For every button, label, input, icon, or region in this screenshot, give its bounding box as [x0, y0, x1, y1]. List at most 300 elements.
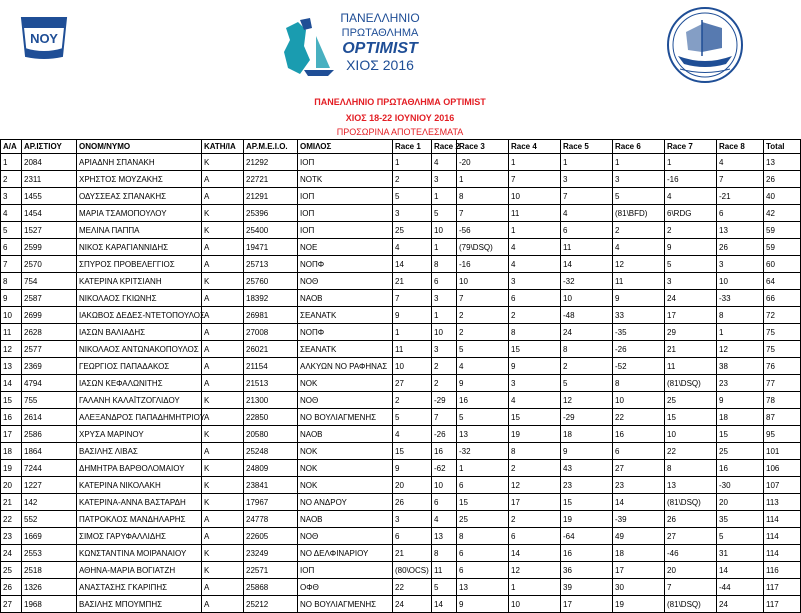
table-cell: Α [202, 324, 244, 341]
table-cell: 2570 [22, 256, 77, 273]
table-cell: 2084 [22, 154, 77, 171]
table-cell: ΝΟ ΒΟΥΛΙΑΓΜΕΝΗΣ [298, 596, 393, 613]
table-cell: 8 [509, 324, 561, 341]
table-cell: 22 [393, 579, 432, 596]
table-row [1, 154, 801, 171]
table-cell: 18392 [244, 290, 298, 307]
table-cell: 22721 [244, 171, 298, 188]
table-cell: 12 [561, 392, 613, 409]
table-cell: Α [202, 290, 244, 307]
table-cell: ΑΛΕΞΑΝΔΡΟΣ ΠΑΠΑΔΗΜΗΤΡΙΟΥ [77, 409, 202, 426]
table-cell: 8 [432, 256, 457, 273]
table-cell: 95 [764, 426, 801, 443]
table-cell: 3 [509, 273, 561, 290]
table-cell: -20 [457, 154, 509, 171]
table-cell: ΑΛΚΥΩΝ ΝΟ ΡΑΦΗΝΑΣ [298, 358, 393, 375]
table-cell: 39 [561, 579, 613, 596]
table-cell: 10 [457, 273, 509, 290]
table-cell: 6 [509, 290, 561, 307]
table-row [1, 290, 801, 307]
table-cell: ΚΑΤΕΡΙΝΑ ΚΡΙΤΣΙΑΝΗ [77, 273, 202, 290]
table-cell: 11 [665, 358, 717, 375]
table-cell: Α [202, 528, 244, 545]
table-cell: -56 [457, 222, 509, 239]
table-cell: 5 [613, 188, 665, 205]
table-cell: 10 [665, 426, 717, 443]
table-cell: 10 [432, 477, 457, 494]
table-cell: ΙΟΠ [298, 188, 393, 205]
table-cell: 4 [561, 205, 613, 222]
table-cell: 1 [509, 579, 561, 596]
table-cell: -30 [717, 477, 764, 494]
column-header: Total [764, 140, 801, 154]
table-cell: 24778 [244, 511, 298, 528]
table-cell: ΚΑΤΕΡΙΝΑ ΝΙΚΟΛΑΚΗ [77, 477, 202, 494]
table-cell: ΣΙΜΟΣ ΓΑΡΥΦΑΛΛΙΔΗΣ [77, 528, 202, 545]
table-cell: Κ [202, 494, 244, 511]
table-cell: 23841 [244, 477, 298, 494]
table-cell: -16 [457, 256, 509, 273]
table-cell: 16 [432, 443, 457, 460]
table-cell: 1 [665, 154, 717, 171]
table-cell: ΙΟΠ [298, 222, 393, 239]
table-cell: 1 [509, 222, 561, 239]
table-cell: 27 [393, 375, 432, 392]
table-cell: 1 [717, 324, 764, 341]
table-cell: ΙΑΚΩΒΟΣ ΔΕΔΕΣ-ΝΤΕΤΟΠΟΥΛΟΣ [77, 307, 202, 324]
table-cell: 17 [561, 596, 613, 613]
table-cell: 13 [432, 528, 457, 545]
table-cell: 21 [393, 545, 432, 562]
results-table [0, 139, 801, 613]
table-cell: 8 [613, 375, 665, 392]
table-cell: 14 [561, 256, 613, 273]
table-cell: 16 [717, 460, 764, 477]
table-cell: 21292 [244, 154, 298, 171]
table-cell: 3 [393, 511, 432, 528]
header-row [1, 140, 801, 154]
table-cell: ΝΟΚ [298, 443, 393, 460]
table-cell: ΙΟΠ [298, 562, 393, 579]
event-dates: ΧΙΟΣ 18-22 ΙΟΥΝΙΟΥ 2016 [345, 113, 455, 123]
table-cell: 9 [665, 239, 717, 256]
table-cell: 11 [393, 341, 432, 358]
table-cell: 40 [764, 188, 801, 205]
table-cell: 1 [509, 154, 561, 171]
table-cell: 15 [717, 426, 764, 443]
ship-seal-logo [664, 6, 746, 84]
table-cell: ΝΟ ΑΝΔΡΟΥ [298, 494, 393, 511]
table-cell: 1326 [22, 579, 77, 596]
table-cell: 25 [1, 562, 22, 579]
table-cell: 10 [613, 392, 665, 409]
table-cell: ΑΘΗΝΑ-ΜΑΡΙΑ ΒΟΓΙΑΤΖΗ [77, 562, 202, 579]
table-cell: ΧΡΥΣΑ ΜΑΡΙΝΟΥ [77, 426, 202, 443]
column-header: ΑΡ.Μ.Ε.Ι.Ο. [244, 140, 298, 154]
table-cell: 4 [717, 154, 764, 171]
table-row [1, 477, 801, 494]
table-cell: Α [202, 256, 244, 273]
table-cell: 11 [432, 562, 457, 579]
table-cell: 21154 [244, 358, 298, 375]
table-cell: 11 [1, 324, 22, 341]
table-cell: 24 [393, 596, 432, 613]
table-cell: 2599 [22, 239, 77, 256]
table-cell: 22 [665, 443, 717, 460]
championship-logo [276, 6, 424, 86]
club-flag-logo [18, 12, 70, 64]
table-cell: ΒΑΣΙΛΗΣ ΛΙΒΑΣ [77, 443, 202, 460]
table-cell: 2 [509, 511, 561, 528]
table-cell: -32 [457, 443, 509, 460]
table-cell: 24809 [244, 460, 298, 477]
table-row [1, 443, 801, 460]
table-cell: 6 [457, 562, 509, 579]
table-row [1, 239, 801, 256]
table-cell: 5 [561, 375, 613, 392]
table-row [1, 341, 801, 358]
table-cell: ΝΟΠΦ [298, 256, 393, 273]
table-cell: ΝΟΘ [298, 273, 393, 290]
column-header: ΟΝΟΜ/ΝΥΜΟ [77, 140, 202, 154]
table-cell: 2586 [22, 426, 77, 443]
table-cell: 2 [457, 324, 509, 341]
table-cell: 4 [665, 188, 717, 205]
table-cell: ΝΟΕ [298, 239, 393, 256]
table-cell: 25 [717, 443, 764, 460]
table-cell: 22 [613, 409, 665, 426]
table-cell: ΠΑΤΡΟΚΛΟΣ ΜΑΝΔΗΛΑΡΗΣ [77, 511, 202, 528]
table-cell: 19 [1, 460, 22, 477]
table-row [1, 409, 801, 426]
table-cell: 42 [764, 205, 801, 222]
table-cell: 2699 [22, 307, 77, 324]
table-cell: ΚΑΤΕΡΙΝΑ-ΑΝΝΑ ΒΑΣΤΑΡΔΗ [77, 494, 202, 511]
table-cell: 15 [509, 409, 561, 426]
table-cell: 17 [613, 562, 665, 579]
table-cell: 7 [393, 290, 432, 307]
table-cell: 5 [1, 222, 22, 239]
table-cell: -64 [561, 528, 613, 545]
table-cell: 60 [764, 256, 801, 273]
table-cell: Κ [202, 392, 244, 409]
table-cell: 2 [457, 307, 509, 324]
table-cell: 754 [22, 273, 77, 290]
table-cell: 1864 [22, 443, 77, 460]
table-cell: -52 [613, 358, 665, 375]
table-cell: (81\DSQ) [665, 494, 717, 511]
table-cell: -62 [432, 460, 457, 477]
table-cell: ΔΗΜΗΤΡΑ ΒΑΡΘΟΛΟΜΑΙΟΥ [77, 460, 202, 477]
table-cell: 25248 [244, 443, 298, 460]
table-cell: 6\RDG [665, 205, 717, 222]
table-cell: 1 [432, 188, 457, 205]
table-cell: 6 [432, 273, 457, 290]
table-cell: 26981 [244, 307, 298, 324]
table-cell: Α [202, 341, 244, 358]
table-cell: 43 [561, 460, 613, 477]
table-cell: 3 [561, 171, 613, 188]
table-cell: 10 [561, 290, 613, 307]
table-cell: (81\BFD) [613, 205, 665, 222]
table-cell: 2 [665, 222, 717, 239]
table-cell: 2 [613, 222, 665, 239]
table-cell: 10 [509, 596, 561, 613]
table-cell: 6 [561, 222, 613, 239]
table-cell: 5 [432, 205, 457, 222]
table-cell: (81\DSQ) [665, 375, 717, 392]
table-cell: 25868 [244, 579, 298, 596]
table-cell: 17 [1, 426, 22, 443]
table-cell: 72 [764, 307, 801, 324]
table-cell: 6 [509, 528, 561, 545]
table-row [1, 358, 801, 375]
table-cell: 2 [432, 375, 457, 392]
table-row [1, 545, 801, 562]
table-cell: 23 [1, 528, 22, 545]
table-cell: 59 [764, 222, 801, 239]
table-cell: -21 [717, 188, 764, 205]
table-cell: 2518 [22, 562, 77, 579]
table-cell: ΝΟ ΒΟΥΛΙΑΓΜΕΝΗΣ [298, 409, 393, 426]
table-cell: -16 [665, 171, 717, 188]
table-cell: 1 [561, 154, 613, 171]
table-cell: 24 [1, 545, 22, 562]
table-row [1, 205, 801, 222]
table-cell: -39 [613, 511, 665, 528]
table-cell: 25 [393, 222, 432, 239]
table-cell: ΣΕΑΝΑΤΚ [298, 307, 393, 324]
table-cell: Α [202, 375, 244, 392]
table-cell: 9 [457, 596, 509, 613]
table-cell: -29 [432, 392, 457, 409]
table-cell: 1 [613, 154, 665, 171]
table-cell: ΟΔΥΣΣΕΑΣ ΣΠΑΝΑΚΗΣ [77, 188, 202, 205]
table-cell: 552 [22, 511, 77, 528]
table-cell: 17967 [244, 494, 298, 511]
logo-line3: OPTIMIST [342, 40, 418, 57]
table-cell: ΝΙΚΟΣ ΚΑΡΑΓΙΑΝΝΙΔΗΣ [77, 239, 202, 256]
results-body [1, 154, 801, 613]
table-cell: 9 [717, 392, 764, 409]
table-cell: 33 [613, 307, 665, 324]
table-cell: 2 [393, 392, 432, 409]
table-cell: 25400 [244, 222, 298, 239]
table-cell: 10 [432, 222, 457, 239]
table-cell: 12 [509, 562, 561, 579]
table-cell: 13 [764, 154, 801, 171]
table-cell: 1454 [22, 205, 77, 222]
table-cell: 6 [457, 545, 509, 562]
table-cell: Κ [202, 273, 244, 290]
table-cell: 13 [665, 477, 717, 494]
table-cell: 25 [665, 392, 717, 409]
table-cell: ΚΩΝΣΤΑΝΤΙΝΑ ΜΟΙΡΑΝΑΙΟΥ [77, 545, 202, 562]
table-cell: 24 [561, 324, 613, 341]
table-cell: -33 [717, 290, 764, 307]
column-header: Race 4 [509, 140, 561, 154]
table-cell: 4 [509, 239, 561, 256]
table-cell: ΒΑΣΙΛΗΣ ΜΠΟΥΜΠΗΣ [77, 596, 202, 613]
table-cell: ΜΕΛΙΝΑ ΠΑΠΠΑ [77, 222, 202, 239]
table-cell: 18 [561, 426, 613, 443]
table-cell: 7244 [22, 460, 77, 477]
table-cell: 36 [561, 562, 613, 579]
table-cell: 16 [613, 426, 665, 443]
table-cell: ΝΟΠΦ [298, 324, 393, 341]
table-cell: ΝΟΘ [298, 392, 393, 409]
table-cell: 8 [665, 460, 717, 477]
table-row [1, 494, 801, 511]
table-cell: 11 [509, 205, 561, 222]
table-cell: 6 [457, 477, 509, 494]
table-cell: 9 [613, 290, 665, 307]
table-cell: 7 [509, 171, 561, 188]
table-cell: 3 [432, 290, 457, 307]
table-cell: 12 [509, 477, 561, 494]
column-header: ΟΜΙΛΟΣ [298, 140, 393, 154]
table-cell: 2369 [22, 358, 77, 375]
table-cell: -29 [561, 409, 613, 426]
table-cell: 8 [561, 341, 613, 358]
table-row [1, 579, 801, 596]
table-cell: 7 [432, 409, 457, 426]
table-cell: 26 [764, 171, 801, 188]
table-cell: 11 [613, 273, 665, 290]
table-cell: 3 [432, 341, 457, 358]
table-cell: 6 [1, 239, 22, 256]
table-cell: ΑΝΑΣΤΑΣΗΣ ΓΚΑΡΙΠΗΣ [77, 579, 202, 596]
table-cell: 25760 [244, 273, 298, 290]
table-cell: 13 [717, 222, 764, 239]
table-row [1, 511, 801, 528]
table-cell: 2 [432, 358, 457, 375]
table-cell: 3 [613, 171, 665, 188]
table-cell: 114 [764, 545, 801, 562]
table-cell: 5 [717, 528, 764, 545]
table-cell: 77 [764, 375, 801, 392]
column-header: Race 8 [717, 140, 764, 154]
table-cell: 19 [613, 596, 665, 613]
table-cell: 75 [764, 324, 801, 341]
table-cell: 1968 [22, 596, 77, 613]
table-cell: 49 [613, 528, 665, 545]
table-cell: ΝΙΚΟΛΑΟΣ ΓΚΙΩΝΗΣ [77, 290, 202, 307]
table-cell: 19 [509, 426, 561, 443]
logo-line4: ΧΙΟΣ 2016 [346, 57, 414, 73]
table-cell: 12 [613, 256, 665, 273]
table-row [1, 528, 801, 545]
table-cell: 2628 [22, 324, 77, 341]
table-row [1, 375, 801, 392]
table-cell: 22605 [244, 528, 298, 545]
table-cell: 21 [1, 494, 22, 511]
table-cell: 25212 [244, 596, 298, 613]
table-cell: 21 [393, 273, 432, 290]
table-cell: 16 [457, 392, 509, 409]
table-cell: Α [202, 307, 244, 324]
table-cell: 1 [457, 460, 509, 477]
table-cell: 8 [457, 528, 509, 545]
table-cell: 13 [457, 426, 509, 443]
table-row [1, 171, 801, 188]
table-cell: 27 [613, 460, 665, 477]
table-cell: ΝΑΟΒ [298, 511, 393, 528]
table-cell: 2 [509, 307, 561, 324]
table-cell: 1227 [22, 477, 77, 494]
table-cell: 13 [1, 358, 22, 375]
table-cell: 4 [393, 426, 432, 443]
table-cell: 38 [717, 358, 764, 375]
table-cell: 8 [1, 273, 22, 290]
table-cell: 14 [509, 545, 561, 562]
table-cell: 5 [457, 341, 509, 358]
table-cell: ΙΑΣΩΝ ΚΕΦΑΛΩΝΙΤΗΣ [77, 375, 202, 392]
table-cell: 3 [665, 273, 717, 290]
table-cell: 4 [457, 358, 509, 375]
table-row [1, 460, 801, 477]
table-cell: 26 [1, 579, 22, 596]
table-cell: 20 [393, 477, 432, 494]
table-cell: 2 [509, 460, 561, 477]
table-cell: Κ [202, 545, 244, 562]
table-cell: 17 [665, 307, 717, 324]
table-cell: 21513 [244, 375, 298, 392]
table-cell: -26 [613, 341, 665, 358]
column-header: Race 6 [613, 140, 665, 154]
table-cell: 5 [457, 409, 509, 426]
table-cell: 10 [717, 273, 764, 290]
table-cell: 117 [764, 596, 801, 613]
column-header: Race 2 [432, 140, 457, 154]
table-cell: 1455 [22, 188, 77, 205]
table-cell: 26 [665, 511, 717, 528]
table-cell: 14 [613, 494, 665, 511]
table-cell: 31 [717, 545, 764, 562]
table-cell: 23 [613, 477, 665, 494]
table-cell: 4 [393, 239, 432, 256]
table-cell: 2553 [22, 545, 77, 562]
column-header: Race 7 [665, 140, 717, 154]
table-cell: 20 [717, 494, 764, 511]
table-cell: 4 [509, 392, 561, 409]
table-cell: 27 [1, 596, 22, 613]
table-cell: 142 [22, 494, 77, 511]
table-cell: 3 [1, 188, 22, 205]
table-cell: 22571 [244, 562, 298, 579]
table-cell: ΣΠΥΡΟΣ ΠΡΟΒΕΛΕΓΓΙΟΣ [77, 256, 202, 273]
table-cell: 29 [665, 324, 717, 341]
table-cell: 106 [764, 460, 801, 477]
table-cell: 21 [665, 341, 717, 358]
table-cell: -32 [561, 273, 613, 290]
table-cell: 19 [561, 511, 613, 528]
page-title: ΠΑΝΕΛΛΗΝΙΟ ΠΡΩΤΑΘΛΗΜΑ OPTIMIST [314, 97, 486, 107]
table-cell: 2 [1, 171, 22, 188]
table-cell: 19471 [244, 239, 298, 256]
table-row [1, 596, 801, 613]
table-cell: 9 [509, 358, 561, 375]
table-row [1, 426, 801, 443]
table-cell: 16 [561, 545, 613, 562]
table-cell: 8 [432, 545, 457, 562]
table-cell: 7 [561, 188, 613, 205]
table-cell: 2 [393, 171, 432, 188]
table-cell: 7 [457, 205, 509, 222]
column-header: ΑΡ.ΙΣΤΙΟΥ [22, 140, 77, 154]
table-cell: 9 [393, 460, 432, 477]
table-cell: 64 [764, 273, 801, 290]
